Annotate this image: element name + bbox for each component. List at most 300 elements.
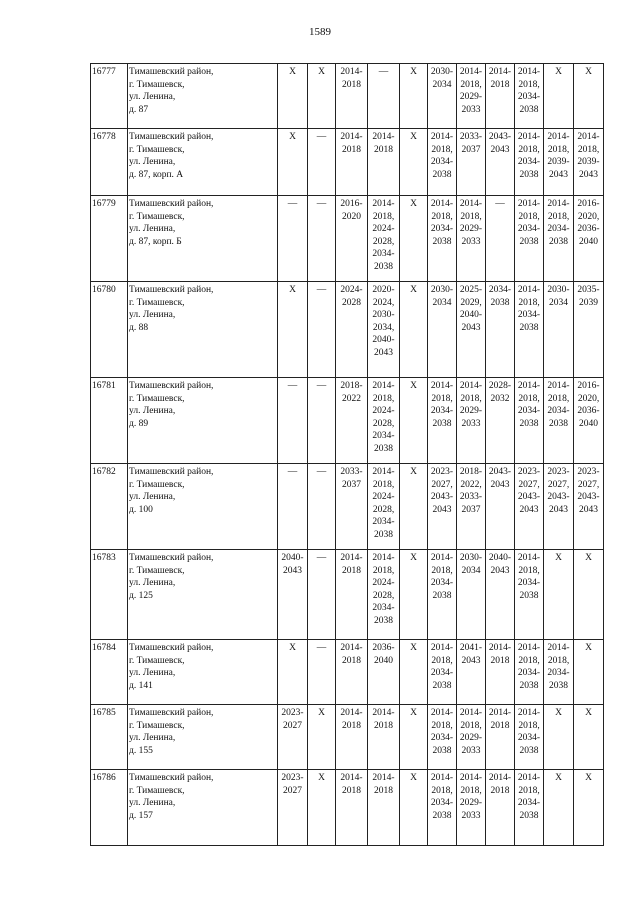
period-line: 2016-	[577, 381, 600, 391]
record-number: 16778	[91, 129, 128, 196]
address-line: г. Тимашевск,	[129, 211, 185, 222]
period-line: 2014-	[372, 132, 395, 142]
period-line: 2034-	[517, 798, 541, 808]
period-cell	[515, 64, 544, 129]
period-line: 2038	[374, 529, 393, 540]
period-line: —	[495, 199, 505, 209]
period-line: 2028,	[372, 590, 395, 601]
address-cell	[128, 705, 278, 770]
address-line: д. 100	[129, 504, 153, 515]
address-line: г. Тимашевск,	[129, 565, 185, 576]
period-line: 2018	[374, 144, 393, 155]
period-cell	[400, 770, 428, 846]
period-line: 2033-	[459, 492, 483, 502]
period-line: 2018	[342, 144, 361, 155]
period-line: 2018	[374, 785, 393, 796]
period-cell	[457, 282, 486, 378]
period-line: 2020,	[577, 211, 600, 222]
period-line: 2043	[519, 504, 539, 515]
period-line: 2038	[432, 169, 452, 180]
period-line: 2033-	[340, 467, 363, 477]
period-line: 2033	[461, 810, 481, 821]
period-line: 2022	[342, 393, 361, 404]
period-cell	[457, 640, 486, 705]
period-cell	[457, 705, 486, 770]
period-line: 2043	[374, 347, 393, 358]
period-line: 2034-	[430, 733, 454, 743]
period-line: 2037	[342, 479, 361, 490]
period-line: 2043	[432, 504, 452, 515]
period-line: 2014-	[459, 773, 483, 783]
period-line: 2018,	[372, 565, 395, 576]
period-line: 2033	[461, 418, 481, 429]
period-line: Х	[318, 773, 325, 783]
period-line: 2032	[490, 393, 510, 404]
period-cell	[400, 464, 428, 550]
period-cell	[574, 378, 604, 464]
period-line: 2014-	[547, 132, 570, 142]
address-line: ул. Ленина,	[129, 668, 176, 678]
period-line: 2014-	[430, 708, 454, 718]
period-cell	[574, 550, 604, 640]
period-line: 2029-	[459, 224, 483, 234]
period-line: 2040-	[372, 335, 395, 345]
period-line: Х	[555, 67, 562, 77]
period-cell	[515, 378, 544, 464]
period-line: 2038	[519, 590, 539, 601]
period-cell	[336, 129, 368, 196]
period-line: 2014-	[459, 199, 483, 209]
period-cell	[400, 705, 428, 770]
period-line: 2018,	[547, 393, 570, 404]
period-cell	[457, 770, 486, 846]
period-line: 2034-	[430, 157, 454, 167]
period-line: 2018,	[431, 720, 453, 731]
period-cell	[368, 282, 400, 378]
period-cell	[336, 770, 368, 846]
period-line: 2014-	[547, 381, 570, 391]
period-cell	[308, 64, 336, 129]
period-line: 2043-	[547, 492, 570, 502]
period-line: 2038	[519, 104, 539, 115]
address-line: д. 87	[129, 104, 149, 115]
period-line: 2018,	[547, 211, 570, 222]
period-line: 2028-	[488, 381, 512, 391]
period-line: 2034-	[517, 157, 541, 167]
period-cell	[278, 550, 308, 640]
period-cell	[428, 464, 457, 550]
address-cell	[128, 129, 278, 196]
period-cell	[278, 770, 308, 846]
address-line: г. Тимашевск,	[129, 79, 185, 90]
period-cell	[368, 705, 400, 770]
period-line: 2022,	[460, 479, 482, 490]
address-cell	[128, 378, 278, 464]
period-cell	[486, 464, 515, 550]
period-line: 2034-	[517, 578, 541, 588]
period-line: 2027,	[431, 479, 453, 490]
address-line: ул. Ленина,	[129, 798, 176, 808]
period-line: 2018,	[431, 211, 453, 222]
period-line: 2024-	[372, 224, 395, 234]
period-line: 2040	[579, 236, 598, 247]
period-line: 2030-	[372, 310, 395, 320]
period-line: 2028	[342, 297, 361, 308]
period-line: 2041-	[459, 643, 483, 653]
period-line: 2029-	[459, 798, 483, 808]
period-cell	[368, 378, 400, 464]
period-line: 2038	[549, 418, 568, 429]
period-cell	[544, 378, 574, 464]
period-cell	[278, 282, 308, 378]
table-row	[91, 705, 604, 770]
period-cell	[336, 378, 368, 464]
period-line: 2034	[432, 79, 452, 90]
period-line: 2034-	[372, 517, 395, 527]
period-cell	[336, 550, 368, 640]
period-line: 2033	[461, 745, 481, 756]
period-line: 2018,	[518, 211, 540, 222]
period-cell	[336, 464, 368, 550]
period-line: 2018,	[518, 297, 540, 308]
period-line: 2038	[432, 810, 452, 821]
period-line: 2036-	[577, 406, 600, 416]
period-line: 2023-	[547, 467, 570, 477]
address-cell	[128, 282, 278, 378]
period-line: 2014-	[517, 381, 541, 391]
period-line: 2014-	[430, 553, 454, 563]
period-line: 2043	[283, 565, 302, 576]
address-line: д. 125	[129, 590, 153, 601]
period-line: 2038	[519, 169, 539, 180]
period-line: 2014-	[430, 643, 454, 653]
period-cell	[428, 196, 457, 282]
period-line: 2014-	[340, 553, 363, 563]
address-line: г. Тимашевск,	[129, 479, 185, 490]
period-line: 2029-	[459, 733, 483, 743]
period-line: Х	[410, 132, 417, 142]
period-line: 2023-	[430, 467, 454, 477]
period-cell	[486, 770, 515, 846]
period-line: 2034-	[547, 406, 570, 416]
period-line: 2018,	[547, 144, 570, 155]
period-line: 2029-	[459, 406, 483, 416]
period-cell	[574, 640, 604, 705]
period-line: 2014-	[430, 773, 454, 783]
period-line: 2018	[342, 785, 361, 796]
period-cell	[308, 464, 336, 550]
period-line: —	[316, 381, 327, 391]
period-line: Х	[318, 67, 325, 77]
period-line: 2043	[549, 504, 568, 515]
period-line: Х	[410, 553, 417, 563]
table-row	[91, 282, 604, 378]
period-line: 2018,	[372, 393, 395, 404]
period-line: 2039	[579, 297, 598, 308]
period-cell	[368, 550, 400, 640]
period-line: 2023-	[517, 467, 541, 477]
address-line: д. 89	[129, 418, 149, 429]
period-line: 2043	[461, 322, 481, 333]
registry-table	[90, 63, 604, 846]
period-cell	[486, 550, 515, 640]
period-line: 2018,	[518, 720, 540, 731]
period-line: 2036-	[577, 224, 600, 234]
period-line: —	[316, 643, 327, 653]
period-cell	[574, 464, 604, 550]
period-line: 2018,	[577, 144, 600, 155]
period-line: 2038	[519, 236, 539, 247]
period-line: 2029,	[460, 297, 482, 308]
period-line: Х	[555, 708, 562, 718]
period-cell	[428, 705, 457, 770]
period-line: 2038	[432, 680, 452, 691]
period-line: Х	[585, 773, 592, 783]
period-line: 2030-	[459, 553, 483, 563]
period-cell	[278, 64, 308, 129]
period-line: 2029-	[459, 92, 483, 102]
period-line: Х	[410, 773, 417, 783]
period-line: 2040	[374, 655, 393, 666]
period-cell	[544, 705, 574, 770]
period-line: 2018,	[460, 211, 482, 222]
period-line: 2034-	[517, 733, 541, 743]
page-number: 1589	[309, 26, 331, 38]
address-line: Тимашевский район,	[129, 199, 214, 209]
period-cell	[368, 640, 400, 705]
period-line: 2014-	[517, 285, 541, 295]
period-line: Х	[318, 708, 325, 718]
period-cell	[544, 196, 574, 282]
address-line: ул. Ленина,	[129, 224, 176, 234]
period-line: Х	[289, 643, 296, 653]
period-line: 2034-	[430, 224, 454, 234]
address-line: г. Тимашевск,	[129, 297, 185, 308]
address-line: Тимашевский район,	[129, 553, 214, 563]
period-line: 2014-	[430, 381, 454, 391]
period-line: 2023-	[577, 467, 600, 477]
period-line: —	[287, 381, 298, 391]
period-line: Х	[410, 643, 417, 653]
address-cell	[128, 550, 278, 640]
period-cell	[400, 129, 428, 196]
period-cell	[400, 640, 428, 705]
period-line: 2033	[461, 236, 481, 247]
address-line: д. 141	[129, 680, 153, 691]
period-line: 2038	[519, 418, 539, 429]
period-cell	[368, 64, 400, 129]
period-line: 2038	[374, 615, 393, 626]
period-cell	[574, 770, 604, 846]
period-line: —	[316, 285, 327, 295]
period-cell	[308, 378, 336, 464]
period-line: 2030-	[547, 285, 570, 295]
period-line: 2040-	[281, 553, 304, 563]
table-row	[91, 550, 604, 640]
period-line: 2025-	[459, 285, 483, 295]
period-line: 2014-	[340, 67, 363, 77]
record-number: 16786	[91, 770, 128, 846]
period-line: 2034	[461, 565, 481, 576]
period-line: 2016-	[340, 199, 363, 209]
address-line: Тимашевский район,	[129, 643, 214, 653]
period-line: 2018,	[460, 79, 482, 90]
period-line: 2027,	[518, 479, 540, 490]
period-line: 2018,	[547, 655, 570, 666]
period-line: 2038	[519, 745, 539, 756]
address-line: ул. Ленина,	[129, 578, 176, 588]
address-line: Тимашевский район,	[129, 132, 214, 142]
record-number: 16777	[91, 64, 128, 129]
period-line: 2024-	[372, 492, 395, 502]
period-line: 2014-	[517, 708, 541, 718]
address-cell	[128, 464, 278, 550]
period-line: 2014-	[547, 199, 570, 209]
address-cell	[128, 196, 278, 282]
address-line: д. 88	[129, 322, 149, 333]
period-line: 2043	[490, 144, 510, 155]
period-cell	[428, 64, 457, 129]
period-cell	[457, 464, 486, 550]
address-line: Тимашевский район,	[129, 708, 214, 718]
period-line: 2034-	[372, 249, 395, 259]
table-row	[91, 378, 604, 464]
period-line: 2043-	[488, 132, 512, 142]
period-line: 2038	[374, 261, 393, 272]
record-number: 16785	[91, 705, 128, 770]
period-line: 2014-	[517, 132, 541, 142]
period-line: 2014-	[430, 199, 454, 209]
period-line: 2028,	[372, 236, 395, 247]
period-cell	[400, 378, 428, 464]
address-line: Тимашевский район,	[129, 381, 214, 391]
period-cell	[457, 378, 486, 464]
period-cell	[486, 129, 515, 196]
period-line: 2018	[342, 79, 361, 90]
period-line: 2018	[490, 79, 510, 90]
period-line: Х	[410, 708, 417, 718]
period-cell	[308, 129, 336, 196]
address-line: ул. Ленина,	[129, 310, 176, 320]
period-line: 2014-	[547, 643, 570, 653]
period-line: 2014-	[488, 708, 512, 718]
period-line: 2018	[490, 655, 510, 666]
period-cell	[278, 640, 308, 705]
period-cell	[515, 770, 544, 846]
table-row	[91, 196, 604, 282]
period-line: 2034	[432, 297, 452, 308]
period-line: 2014-	[340, 708, 363, 718]
period-line: 2040	[579, 418, 598, 429]
period-line: Х	[289, 67, 296, 77]
address-line: д. 87, корп. Б	[129, 236, 182, 247]
period-line: 2014-	[340, 132, 363, 142]
table-row	[91, 464, 604, 550]
period-cell	[400, 282, 428, 378]
period-cell	[574, 705, 604, 770]
address-line: ул. Ленина,	[129, 406, 176, 416]
period-line: 2038	[519, 322, 539, 333]
period-cell	[278, 196, 308, 282]
period-line: 2018,	[460, 720, 482, 731]
period-line: 2034-	[547, 224, 570, 234]
period-cell	[428, 282, 457, 378]
period-cell	[515, 550, 544, 640]
period-cell	[544, 770, 574, 846]
period-line: 2018	[342, 720, 361, 731]
period-line: 2038	[432, 236, 452, 247]
period-cell	[308, 770, 336, 846]
period-line: 2039-	[547, 157, 570, 167]
address-line: Тимашевский район,	[129, 67, 214, 77]
address-line: г. Тимашевск,	[129, 144, 185, 155]
period-cell	[544, 129, 574, 196]
address-line: Тимашевский район,	[129, 467, 214, 477]
period-line: 2018-	[459, 467, 483, 477]
period-cell	[400, 550, 428, 640]
period-line: 2018	[490, 720, 510, 731]
period-line: 2034-	[372, 431, 395, 441]
period-line: 2043-	[517, 492, 541, 502]
address-line: ул. Ленина,	[129, 92, 176, 102]
address-line: ул. Ленина,	[129, 492, 176, 502]
period-cell	[574, 196, 604, 282]
record-number: 16784	[91, 640, 128, 705]
period-line: 2018,	[431, 655, 453, 666]
period-line: 2030-	[430, 285, 454, 295]
period-cell	[368, 770, 400, 846]
period-line: 2038	[432, 418, 452, 429]
period-line: 2014-	[577, 132, 600, 142]
address-cell	[128, 770, 278, 846]
period-line: 2018,	[518, 144, 540, 155]
period-line: 2018,	[431, 144, 453, 155]
period-cell	[336, 640, 368, 705]
period-line: Х	[410, 67, 417, 77]
period-cell	[544, 282, 574, 378]
period-line: 2038	[490, 297, 510, 308]
period-line: 2016-	[577, 199, 600, 209]
period-cell	[515, 129, 544, 196]
period-line: 2037	[461, 504, 481, 515]
period-line: 2018	[490, 785, 510, 796]
period-line: —	[378, 67, 389, 77]
period-line: 2014-	[372, 708, 395, 718]
period-line: 2018,	[431, 393, 453, 404]
period-cell	[336, 282, 368, 378]
period-line: Х	[410, 381, 417, 391]
period-line: 2024-	[340, 285, 363, 295]
period-cell	[278, 378, 308, 464]
period-line: 2020-	[372, 285, 395, 295]
period-line: 2043	[579, 169, 598, 180]
period-line: 2014-	[517, 773, 541, 783]
period-cell	[308, 640, 336, 705]
period-cell	[544, 64, 574, 129]
period-cell	[457, 550, 486, 640]
period-cell	[486, 282, 515, 378]
period-line: 2034-	[517, 92, 541, 102]
table-row	[91, 640, 604, 705]
address-line: ул. Ленина,	[129, 733, 176, 743]
period-line: 2034	[549, 297, 568, 308]
period-cell	[457, 64, 486, 129]
period-cell	[308, 705, 336, 770]
period-line: 2018	[342, 565, 361, 576]
period-cell	[574, 64, 604, 129]
address-line: г. Тимашевск,	[129, 655, 185, 666]
record-number: 16783	[91, 550, 128, 640]
